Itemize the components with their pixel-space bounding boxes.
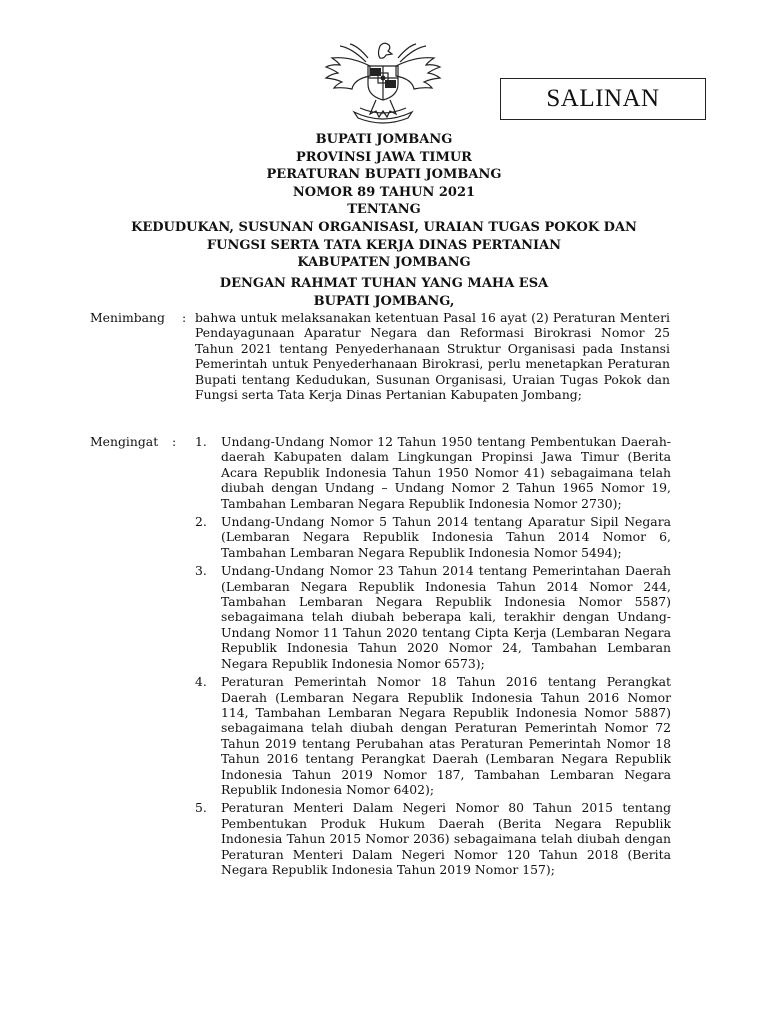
item-number: 4. — [195, 674, 207, 690]
opening-line-1: DENGAN RAHMAT TUHAN YANG MAHA ESA — [219, 276, 549, 291]
menimbang-label: Menimbang — [90, 310, 165, 325]
mengingat-label: Mengingat — [90, 434, 159, 449]
salinan-label: SALINAN — [546, 85, 660, 112]
header-title-line-2: FUNGSI SERTA TATA KERJA DINAS PERTANIAN — [206, 237, 562, 253]
mengingat-item-3 — [195, 563, 670, 671]
menimbang-colon: : — [182, 310, 187, 325]
item-number: 5. — [195, 800, 207, 816]
garuda-emblem-icon — [318, 40, 448, 128]
mengingat-item-1 — [195, 434, 670, 511]
header-title-line-3: KABUPATEN JOMBANG — [297, 255, 471, 271]
item-number: 1. — [195, 434, 207, 449]
header-number: NOMOR 89 TAHUN 2021 — [292, 184, 476, 200]
mengingat-item-4 — [195, 674, 670, 797]
menimbang-text: bahwa untuk melaksanakan ketentuan Pasal 16 ayat (2) Peraturan Menteri Pendayagunaan Aparatur Negara dan Reformasi Birokrasi Nomor 25 Tahun 2021 tentang Penyederhanaan Struktur Organisasi pada Instansi Pemerintah untuk Penyederhanaan Birokrasi, perlu menetapkan Peraturan Bupati tentang Kedudukan, Susunan Organisasi, Uraian Tugas Pokok dan Fungsi serta Tata Kerja Dinas Pertanian Kabupaten Jombang; — [195, 310, 670, 403]
mengingat-list — [195, 434, 670, 880]
header-province: PROVINSI JAWA TIMUR — [296, 149, 472, 165]
opening-line-2: BUPATI JOMBANG, — [313, 293, 455, 309]
mengingat-item-2 — [195, 514, 670, 560]
opening-formula — [110, 275, 658, 310]
document-header — [110, 131, 658, 272]
item-text: Undang-Undang Nomor 23 Tahun 2014 tentang Pemerintahan Daerah (Lembaran Negara Republik Indonesia Tahun 2014 Nomor 244, Tambahan Lembaran Negara Republik Indonesia Nomor 5587) sebagaimana telah diubah beberapa kali, terakhir dengan Undang-Undang Nomor 11 Tahun 2020 tentang Cipta Kerja (Lembaran Negara Republik Indonesia Tahun 2020 Nomor 24, Tambahan Lembaran Negara Republik Indonesia Nomor 6573); — [221, 563, 671, 671]
item-text: Undang-Undang Nomor 5 Tahun 2014 tentang Aparatur Sipil Negara (Lembaran Negara Republik Indonesia Tahun 2014 Nomor 6, Tambahan Lembaran Negara Republik Indonesia Nomor 5494); — [221, 514, 671, 560]
salinan-stamp — [500, 78, 706, 120]
header-title-line-1: KEDUDUKAN, SUSUNAN ORGANISASI, URAIAN TUGAS POKOK DAN — [131, 219, 637, 235]
item-text: Peraturan Pemerintah Nomor 18 Tahun 2016 tentang Perangkat Daerah (Lembaran Negara Republik Indonesia Tahun 2016 Nomor 114, Tambahan Lembaran Negara Republik Indonesia Nomor 5887) sebagaimana telah diubah dengan Peraturan Pemerintah Nomor 72 Tahun 2019 tentang Perubahan atas Peraturan Pemerintah Nomor 18 Tahun 2016 tentang Perangkat Daerah (Lembaran Negara Republik Indonesia Tahun 2019 Nomor 187, Tambahan Lembaran Negara Republik Indonesia Nomor 6402); — [221, 674, 671, 797]
item-number: 3. — [195, 563, 207, 579]
item-text: Undang-Undang Nomor 12 Tahun 1950 tentang Pembentukan Daerah-daerah Kabupaten dalam Lingkungan Propinsi Jawa Timur (Berita Acara Republik Indonesia Tahun 1950 Nomor 41) sebagaimana telah diubah dengan Undang – Undang Nomor 2 Tahun 1965 Nomor 19, Tambahan Lembaran Negara Republik Indonesia Nomor 2730); — [221, 434, 671, 511]
header-regulation: PERATURAN BUPATI JOMBANG — [266, 167, 502, 183]
mengingat-item-5 — [195, 800, 670, 877]
item-number: 2. — [195, 514, 207, 530]
header-regent: BUPATI JOMBANG — [315, 132, 453, 147]
mengingat-colon: : — [172, 434, 177, 449]
header-about: TENTANG — [347, 202, 421, 218]
item-text: Peraturan Menteri Dalam Negeri Nomor 80 Tahun 2015 tentang Pembentukan Produk Hukum Daerah (Berita Negara Republik Indonesia Tahun 2015 Nomor 2036) sebagaimana telah diubah dengan Peraturan Menteri Dalam Negeri Nomor 120 Tahun 2018 (Berita Negara Republik Indonesia Tahun 2019 Nomor 157); — [221, 800, 671, 877]
